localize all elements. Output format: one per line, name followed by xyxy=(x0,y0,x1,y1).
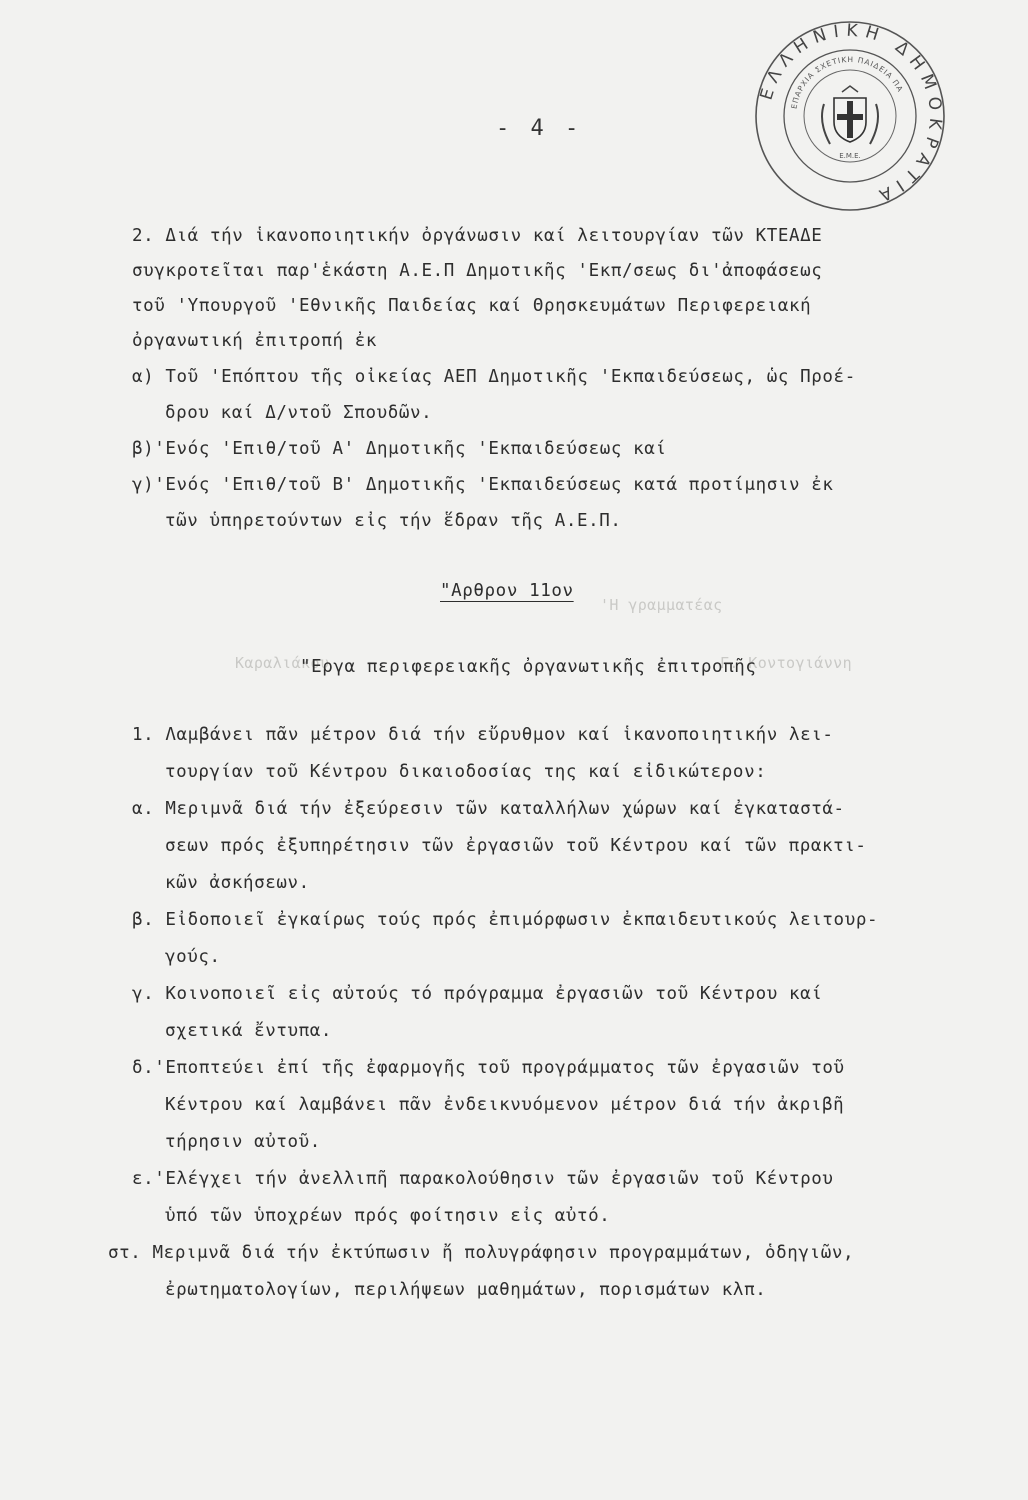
text-line: δ.'Εποπτεύει ἐπί τῆς ἐφαρμογῆς τοῦ προγράμματος τῶν ἐργασιῶν τοῦ xyxy=(132,1058,845,1078)
text-line: κῶν ἀσκήσεων. xyxy=(165,873,310,893)
text-line: α. Μεριμνᾶ διά τήν ἐξεύρεσιν τῶν καταλλήλων χώρων καί ἐγκαταστά- xyxy=(132,799,845,819)
text-line: γ. Κοινοποιεῖ εἰς αὐτούς τό πρόγραμμα ἐργασιῶν τοῦ Κέντρου καί xyxy=(132,984,823,1004)
text-line: τουργίαν τοῦ Κέντρου δικαιοδοσίας της καί εἰδικώτερον: xyxy=(165,762,767,782)
text-line: ἐρωτηματολογίων, περιλήψεων μαθημάτων, πορισμάτων κλπ. xyxy=(165,1280,767,1300)
text-line: τοῦ 'Υπουργοῦ 'Εθνικῆς Παιδείας καί Θρησκευμάτων Περιφερειακή xyxy=(132,296,812,316)
text-line: σεων πρός ἐξυπηρέτησιν τῶν ἐργασιῶν τοῦ Κέντρου καί τῶν πρακτι- xyxy=(165,836,867,856)
text-line: ὀργανωτική ἐπιτροπή ἐκ xyxy=(132,331,377,351)
text-line: γ)'Ενός 'Επιθ/τοῦ Β' Δημοτικῆς 'Εκπαιδεύσεως κατά προτίμησιν ἐκ xyxy=(132,475,834,495)
official-stamp xyxy=(752,18,948,214)
text-line: συγκροτεῖται παρ'ἑκάστη Α.Ε.Π Δημοτικῆς 'Εκπ/σεως δι'ἀποφάσεως xyxy=(132,261,823,281)
text-line: α) Τοῦ 'Επόπτου τῆς οἰκείας ΑΕΠ Δημοτικῆς 'Εκπαιδεύσεως, ὡς Προέ- xyxy=(132,367,856,387)
stamp-outer-text: ΕΛΛΗΝΙΚΗ ΔΗΜΟΚΡΑΤΙΑ xyxy=(756,20,946,208)
article-subheading: "Εργα περιφερειακῆς ὀργανωτικῆς ἐπιτροπῆς xyxy=(300,657,757,677)
text-line: Κέντρου καί λαμβάνει πᾶν ἐνδεικνυόμενον μέτρον διά τήν ἀκριβῆ xyxy=(165,1095,845,1115)
text-line: στ. Μεριμνᾶ διά τήν ἐκτύπωσιν ἤ πολυγράφησιν προγραμμάτων, ὁδηγιῶν, xyxy=(108,1243,855,1263)
text-line: τῶν ὑπηρετούντων εἰς τήν ἕδραν τῆς Α.Ε.Π. xyxy=(165,511,622,531)
text-line: τήρησιν αὐτοῦ. xyxy=(165,1132,321,1152)
text-line: 2. Διά τήν ἱκανοποιητικήν ὀργάνωσιν καί λειτουργίαν τῶν ΚΤΕΑΔΕ xyxy=(132,226,823,246)
bleed-through-text: 'Η γραμματέας xyxy=(600,596,723,614)
bleed-through-text: Καραλιάκου xyxy=(235,654,330,672)
text-line: β)'Ενός 'Επιθ/τοῦ Α' Δημοτικῆς 'Εκπαιδεύσεως καί xyxy=(132,439,667,459)
text-line: β. Εἰδοποιεῖ ἐγκαίρως τούς πρός ἐπιμόρφωσιν ἐκπαιδευτικούς λειτουρ- xyxy=(132,910,879,930)
text-line: δρου καί Δ/ντοῦ Σπουδῶν. xyxy=(165,403,433,423)
text-line: ε.'Ελέγχει τήν ἀνελλιπῆ παρακολούθησιν τῶν ἐργασιῶν τοῦ Κέντρου xyxy=(132,1169,834,1189)
coat-of-arms-icon xyxy=(822,86,878,144)
bleed-through-text: Γ. Κοντογιάννη xyxy=(720,654,853,672)
text-line: γούς. xyxy=(165,947,221,967)
text-line: ὑπό τῶν ὑποχρέων πρός φοίτησιν εἰς αὐτό. xyxy=(165,1206,611,1226)
stamp-inner-text: ΕΠΑΡΧΙΑ ΣΧΕΤΙΚΗ ΠΑΙΔΕΙΑ ΠΑ xyxy=(789,54,906,110)
stamp-bottom-text: Ε.Μ.Ε. xyxy=(839,152,861,160)
text-line: σχετικά ἔντυπα. xyxy=(165,1021,333,1041)
text-line: 1. Λαμβάνει πᾶν μέτρον διά τήν εὔρυθμον καί ἱκανοποιητικήν λει- xyxy=(132,725,834,745)
page-number: - 4 - xyxy=(496,116,583,141)
article-heading: "Αρθρον 11ον xyxy=(440,581,574,601)
